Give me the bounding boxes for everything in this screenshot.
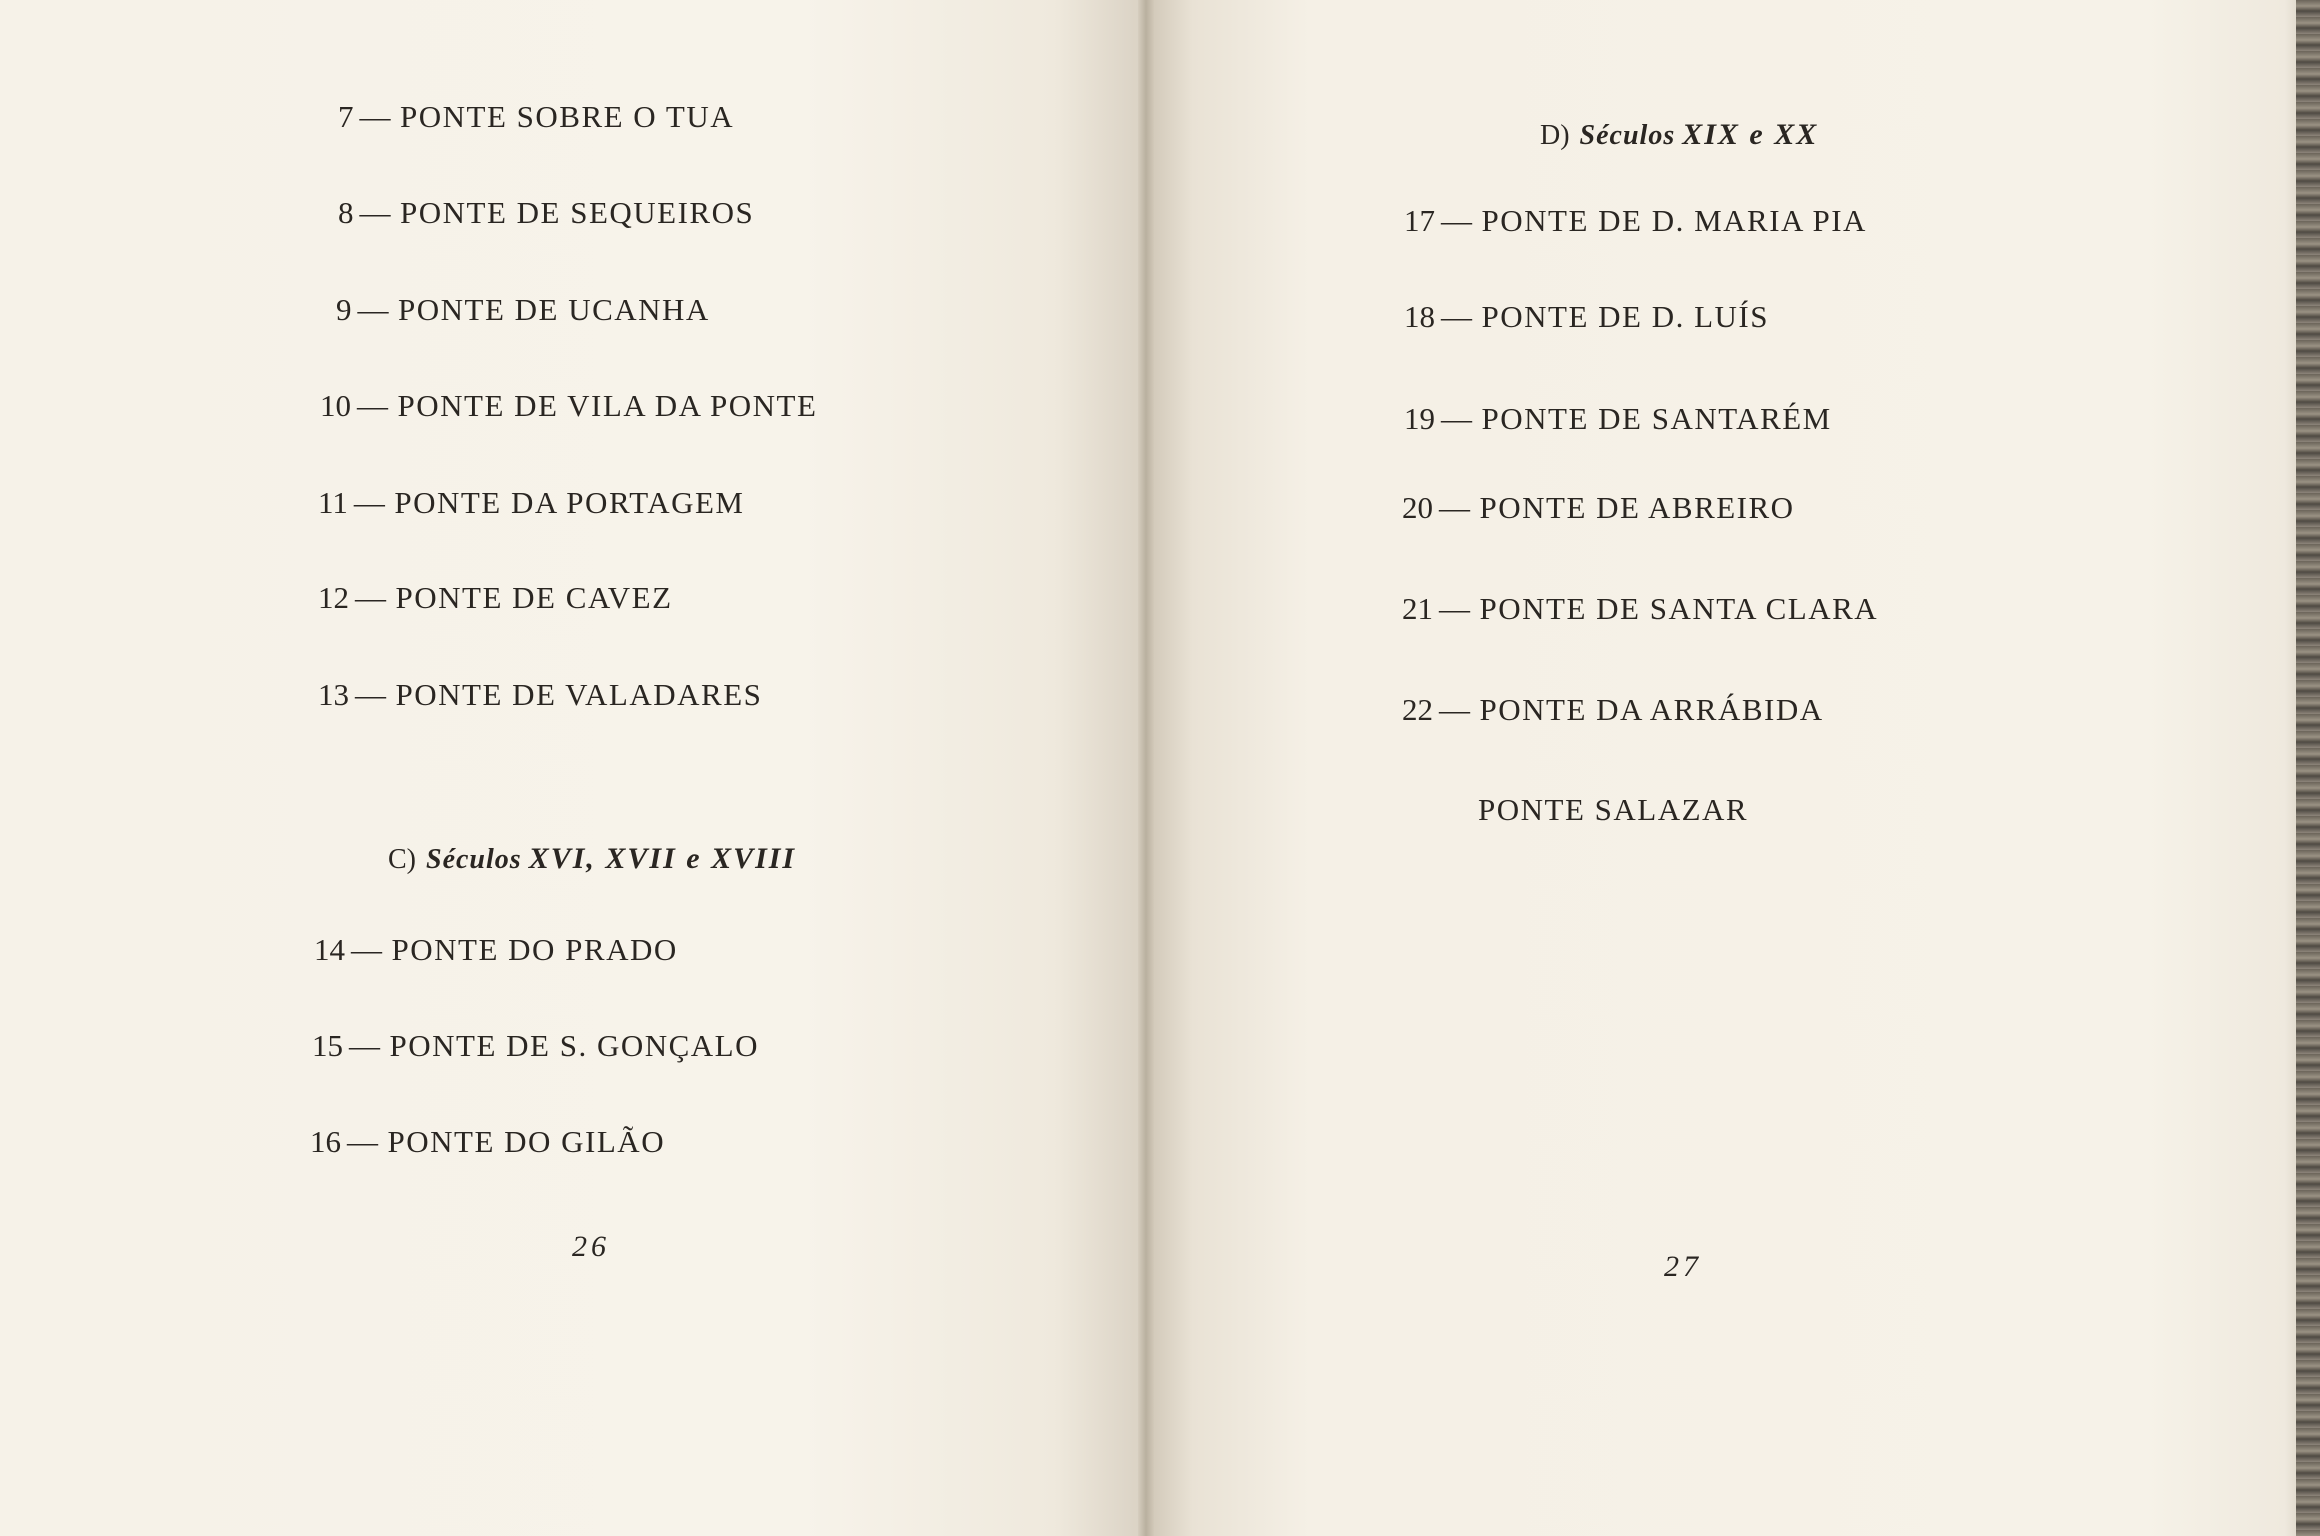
- bridge-title: 15 — PONTE DE S. GONÇALO: [312, 1028, 759, 1063]
- section-heading-c: C) Séculos XVI, XVII e XVIII: [388, 842, 797, 875]
- bridge-title: 16 — PONTE DO GILÃO: [310, 1124, 666, 1159]
- bridge-title: 13 — PONTE DE VALADARES: [318, 677, 763, 712]
- page-number-right: 27: [1664, 1250, 1702, 1283]
- bridge-title: 18 — PONTE DE D. LUÍS: [1404, 299, 1769, 334]
- book-gutter: [1138, 0, 1154, 1536]
- bridge-title: 22 — PONTE DA ARRÁBIDA: [1402, 692, 1824, 727]
- bridge-title: 17 — PONTE DE D. MARIA PIA: [1404, 203, 1867, 238]
- bridge-title: PONTE SALAZAR: [1478, 792, 1749, 827]
- page-edge: [2296, 0, 2320, 1536]
- left-page: [0, 0, 1146, 1536]
- bridge-title: 12 — PONTE DE CAVEZ: [318, 580, 673, 615]
- bridge-title: 19 — PONTE DE SANTARÉM: [1404, 401, 1832, 436]
- bridge-title: 14 — PONTE DO PRADO: [314, 932, 678, 967]
- bridge-title: 11 — PONTE DA PORTAGEM: [318, 485, 745, 520]
- bridge-title: 9 — PONTE DE UCANHA: [336, 292, 710, 327]
- bridge-title: 8 — PONTE DE SEQUEIROS: [338, 195, 755, 230]
- bridge-title: 7 — PONTE SOBRE O TUA: [338, 99, 735, 134]
- section-heading-d: D) Séculos XIX e XX: [1540, 118, 1819, 151]
- bridge-title: 21 — PONTE DE SANTA CLARA: [1402, 591, 1879, 626]
- bridge-title: 20 — PONTE DE ABREIRO: [1402, 490, 1795, 525]
- page-number-left: 26: [572, 1230, 610, 1263]
- bridge-title: 10 — PONTE DE VILA DA PONTE: [320, 388, 818, 423]
